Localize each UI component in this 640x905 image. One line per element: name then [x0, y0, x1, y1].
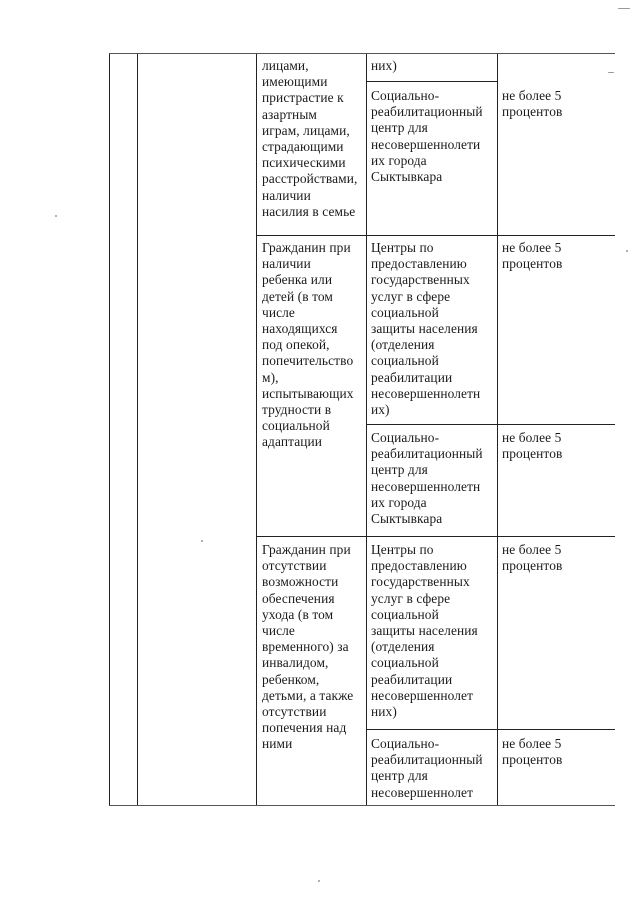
scan-speck [318, 880, 320, 882]
row-line-5 [366, 729, 615, 730]
provider-cell: них) [371, 58, 397, 73]
share-cell: не более 5 процентов [502, 736, 563, 768]
column-divider-3 [366, 53, 367, 805]
column-divider-2 [256, 53, 257, 805]
column-divider-4 [497, 53, 498, 805]
scan-speck [608, 72, 614, 73]
row-line-1 [366, 81, 497, 82]
category-cell: Гражданин при наличии ребенка или детей (в том числе находящихся под опекой, попечительство м), испытывающих трудности в социальной адаптации [262, 240, 354, 450]
category-cell: лицами, имеющими пристрастие к азартным играм, лицами, страдающими психическими расстройствами, наличии насилия в семье [262, 58, 358, 219]
category-cell: Гражданин при отсутствии возможности обеспечения ухода (в том числе временного) за инвалидом, ребенком, детьми, а также отсутствии попечения над ними [262, 542, 354, 752]
provider-cell: Социально- реабилитационный центр для несовершеннолети их города Сыктывкара [371, 88, 483, 185]
table-top-edge [109, 53, 615, 54]
share-cell: не более 5 процентов [502, 542, 563, 574]
table-left-border [109, 53, 110, 805]
scan-speck [201, 540, 203, 542]
provider-cell: Социально- реабилитационный центр для несовершеннолет [371, 736, 483, 800]
scan-speck [618, 8, 630, 9]
row-line-2 [256, 235, 615, 236]
row-line-3 [366, 424, 615, 425]
scan-speck [55, 215, 57, 217]
scan-speck [626, 250, 628, 252]
table-bottom-edge [109, 805, 615, 806]
row-line-4 [256, 536, 615, 537]
provider-cell: Центры по предоставлению государственных услуг в сфере социальной защиты населения (отделения социальной реабилитации несовершеннолетн их) [371, 240, 481, 418]
provider-cell: Социально- реабилитационный центр для несовершеннолетн их города Сыктывкара [371, 430, 483, 527]
share-cell: не более 5 процентов [502, 240, 563, 272]
share-cell: не более 5 процентов [502, 88, 563, 120]
provider-cell: Центры по предоставлению государственных услуг в сфере социальной защиты населения (отделения социальной реабилитации несовершеннолет них) [371, 542, 478, 720]
column-divider-1 [137, 53, 138, 805]
share-cell: не более 5 процентов [502, 430, 563, 462]
